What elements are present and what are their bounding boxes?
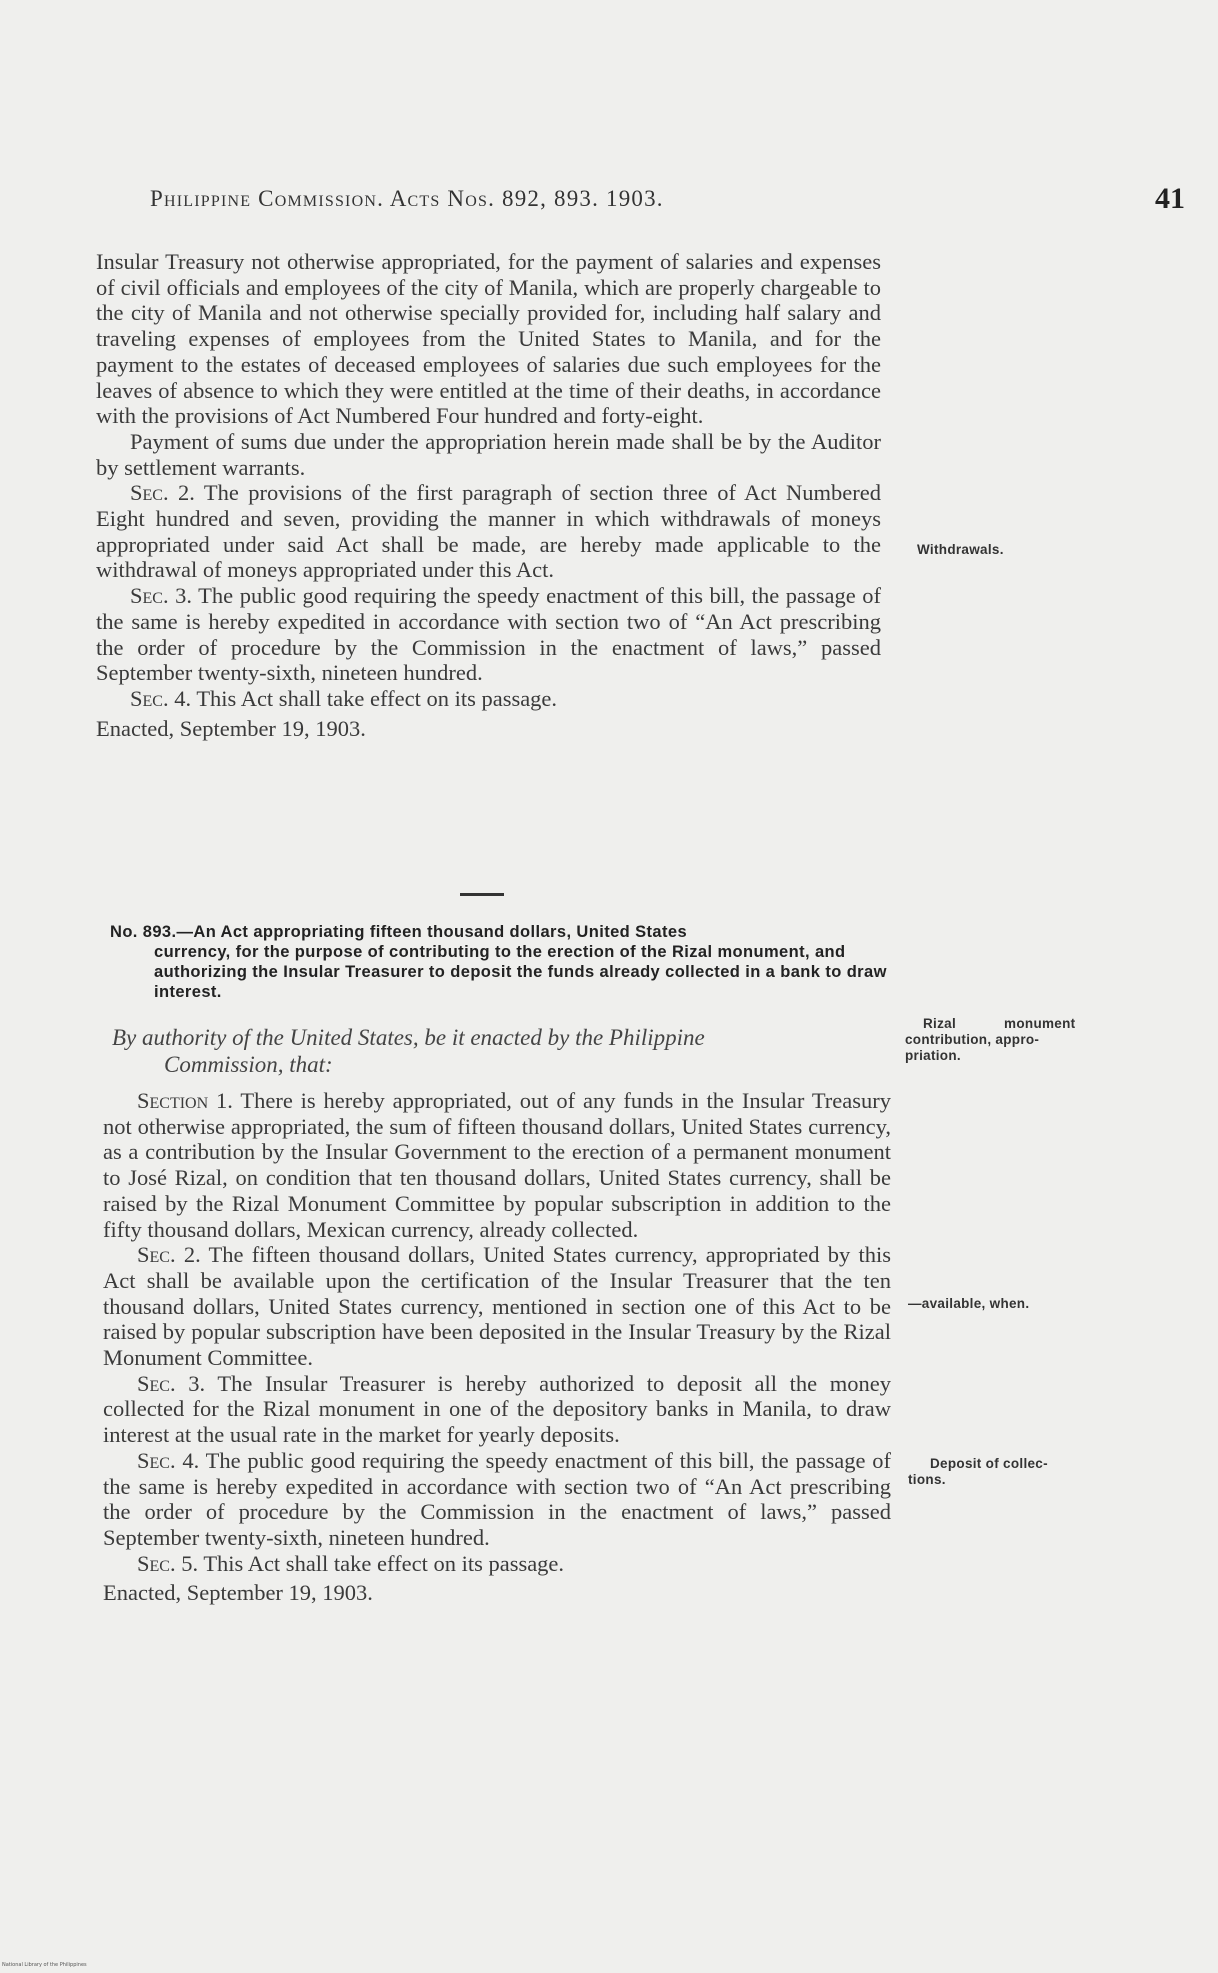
margin-note-available-when: —available, when. xyxy=(908,1296,1030,1311)
section-label: Sec. 3. xyxy=(130,583,193,609)
section-label: Sec. 4. xyxy=(130,685,192,711)
section-label: Section 1. xyxy=(137,1088,233,1113)
section-text: The public good requiring the speedy enactment of this bill, the passage of the same is hereby expedited in accordance with section two of “An Act prescribing the order of procedure by the Commission in the enactment of laws,” passed September twenty-sixth, nineteen hundred. xyxy=(96,583,881,686)
section-text: There is hereby appropriated, out of any funds in the Insular Treasury not otherwise appropriated, the sum of fifteen thousand dollars, United States currency, as a contribution by the Insular Government to the erection of a permanent monument to José Rizal, on condition that ten thousand dollars, United States currency, shall be raised by the Rizal Monument Committee by popular subscription in addition to the fifty thousand dollars, Mexican currency, already collected. xyxy=(103,1088,891,1242)
act-heading-first-line: No. 893.—An Act appropriating fifteen thousand dollars, United States xyxy=(110,923,688,941)
enacting-line-2: Commission, that: xyxy=(164,1052,333,1077)
section-divider xyxy=(460,893,504,896)
section-label: Sec. 2. xyxy=(130,480,195,506)
enacting-line-1: By authority of the United States, be it enacted by the Philippine xyxy=(112,1025,705,1050)
act-892-continuation xyxy=(96,249,881,741)
running-head: Philippine Commission. Acts Nos. 892, 893. 1903. xyxy=(150,186,664,211)
act-heading-continuation: currency, for the purpose of contributing to the erection of the Rizal monument, and authorizing the Insular Treasurer to deposit the funds already collected in a bank to draw interest. xyxy=(154,943,887,1001)
act-893-heading xyxy=(110,922,892,1002)
margin-note-deposit-of-collections xyxy=(908,1456,1098,1488)
margin-note-line: Rizal monument xyxy=(923,1016,1076,1031)
margin-note-line: tions. xyxy=(908,1472,946,1487)
act-893-body xyxy=(103,1088,891,1606)
section-text: The fifteen thousand dollars, United States currency, appropriated by this Act shall be available upon the certification of the Insular Treasurer that the ten thousand dollars, United States currency, mentioned in section one of this Act to be raised by popular subscription have been deposited in the Insular Treasury by the Rizal Monument Committee. xyxy=(103,1242,891,1371)
section-label: Sec. 2. xyxy=(137,1242,201,1268)
section-4-paragraph xyxy=(103,1448,891,1551)
section-text: The Insular Treasurer is hereby authorized to deposit all the money collected for the Rizal monument in one of the depository banks in Manila, to draw interest at the usual rate in the market for yearly deposits. xyxy=(103,1370,891,1448)
enacting-clause xyxy=(112,1024,894,1078)
section-2-paragraph xyxy=(103,1242,891,1371)
section-1-paragraph xyxy=(103,1088,891,1242)
section-text: The provisions of the first paragraph of section three of Act Numbered Eight hundred and seven, providing the manner in which withdrawals of moneys appropriated under said Act shall be made, are hereby made applicable to the withdrawal of moneys appropriated under this Act. xyxy=(96,480,881,583)
section-3-paragraph xyxy=(96,583,881,686)
section-4-paragraph xyxy=(96,686,881,712)
section-5-paragraph xyxy=(103,1551,891,1577)
section-label: Sec. 5. xyxy=(137,1550,199,1576)
enacted-date: Enacted, September 19, 1903. xyxy=(103,1580,373,1606)
section-3-paragraph xyxy=(103,1371,891,1448)
margin-note-line: Deposit of collec- xyxy=(930,1456,1048,1471)
section-text: This Act shall take effect on its passage. xyxy=(203,1550,565,1576)
section-label: Sec. 3. xyxy=(137,1370,206,1396)
section-text: This Act shall take effect on its passage. xyxy=(196,685,558,711)
section-text: The public good requiring the speedy enactment of this bill, the passage of the same is hereby expedited in accordance with section two of “An Act prescribing the order of procedure by the Commission in the enactment of laws,” passed September twenty-sixth, nineteen hundred. xyxy=(103,1447,892,1550)
margin-note-withdrawals: Withdrawals. xyxy=(917,542,1004,557)
margin-note-line: contribution, appro- xyxy=(905,1032,1040,1047)
scan-credit: National Library of the Philippines xyxy=(2,1962,87,1968)
section-label: Sec. 4. xyxy=(137,1447,200,1473)
section-2-paragraph xyxy=(96,480,881,583)
page-number: 41 xyxy=(1155,182,1185,215)
paragraph-insular-treasury: Insular Treasury not otherwise appropriated, for the payment of salaries and expenses of civil officials and employees of the city of Manila, which are properly chargeable to the city of Manila and not otherwise specially provided for, including half salary and traveling expenses of employees from the United States to Manila, and for the payment to the estates of deceased employees of salaries due such employees for the leaves of absence to which they were entitled at the time of their deaths, in accordance with the provisions of Act Numbered Four hundred and forty-eight. xyxy=(96,249,881,429)
enacted-date: Enacted, September 19, 1903. xyxy=(96,715,366,741)
margin-note-rizal-monument xyxy=(905,1016,1095,1064)
paragraph-payment: Payment of sums due under the appropriation herein made shall be by the Auditor by settlement warrants. xyxy=(96,428,881,480)
margin-note-line: priation. xyxy=(905,1048,961,1063)
